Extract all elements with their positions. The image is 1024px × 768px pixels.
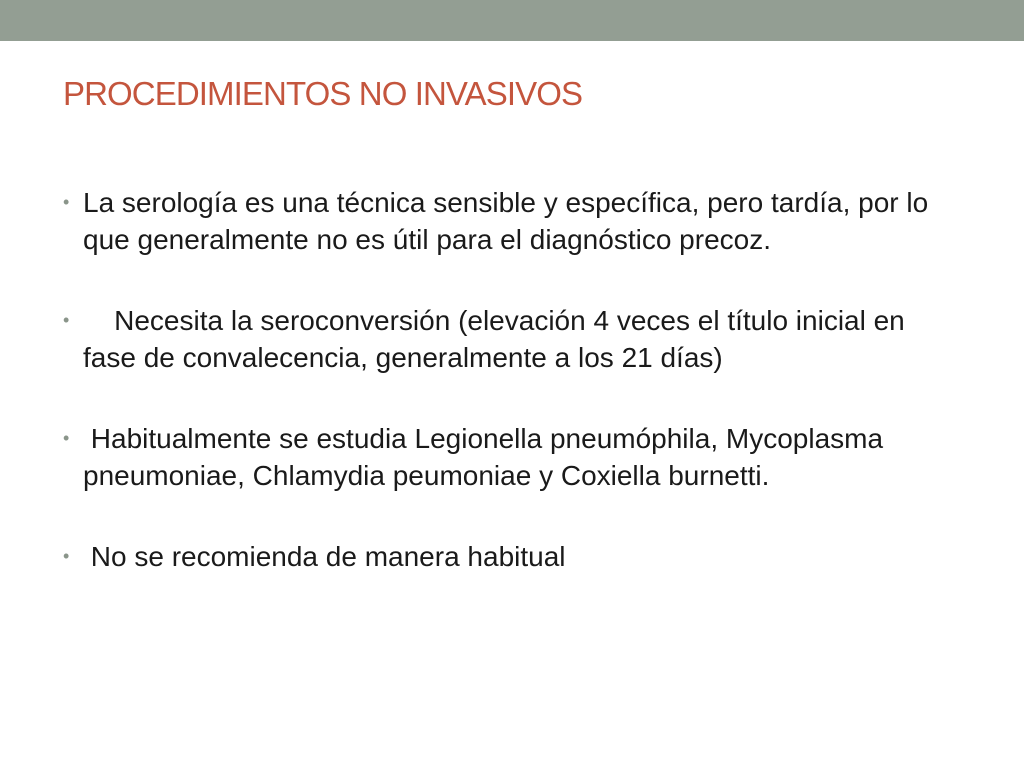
bullet-text: No se recomienda de manera habitual [83, 541, 566, 572]
bullet-list [63, 184, 963, 619]
slide-header-bar [0, 0, 1024, 41]
bullet-icon: • [63, 310, 70, 330]
bullet-item-seroconversion [63, 302, 963, 376]
slide-title: PROCEDIMIENTOS NO INVASIVOS [63, 75, 583, 112]
bullet-item-pathogens [63, 420, 963, 494]
bullet-item-recommendation [63, 538, 963, 575]
bullet-icon: • [63, 428, 70, 448]
bullet-icon: • [63, 192, 70, 212]
bullet-text: Necesita la seroconversión (elevación 4 veces el título inicial en fase de convalecencia, generalmente a los 21 días) [83, 305, 913, 373]
bullet-icon: • [63, 546, 70, 566]
bullet-item-serology [63, 184, 963, 258]
bullet-text: La serología es una técnica sensible y específica, pero tardía, por lo que generalmente no es útil para el diagnóstico precoz. [83, 187, 936, 255]
bullet-text: Habitualmente se estudia Legionella pneumóphila, Mycoplasma pneumoniae, Chlamydia peumoniae y Coxiella burnetti. [83, 423, 891, 491]
